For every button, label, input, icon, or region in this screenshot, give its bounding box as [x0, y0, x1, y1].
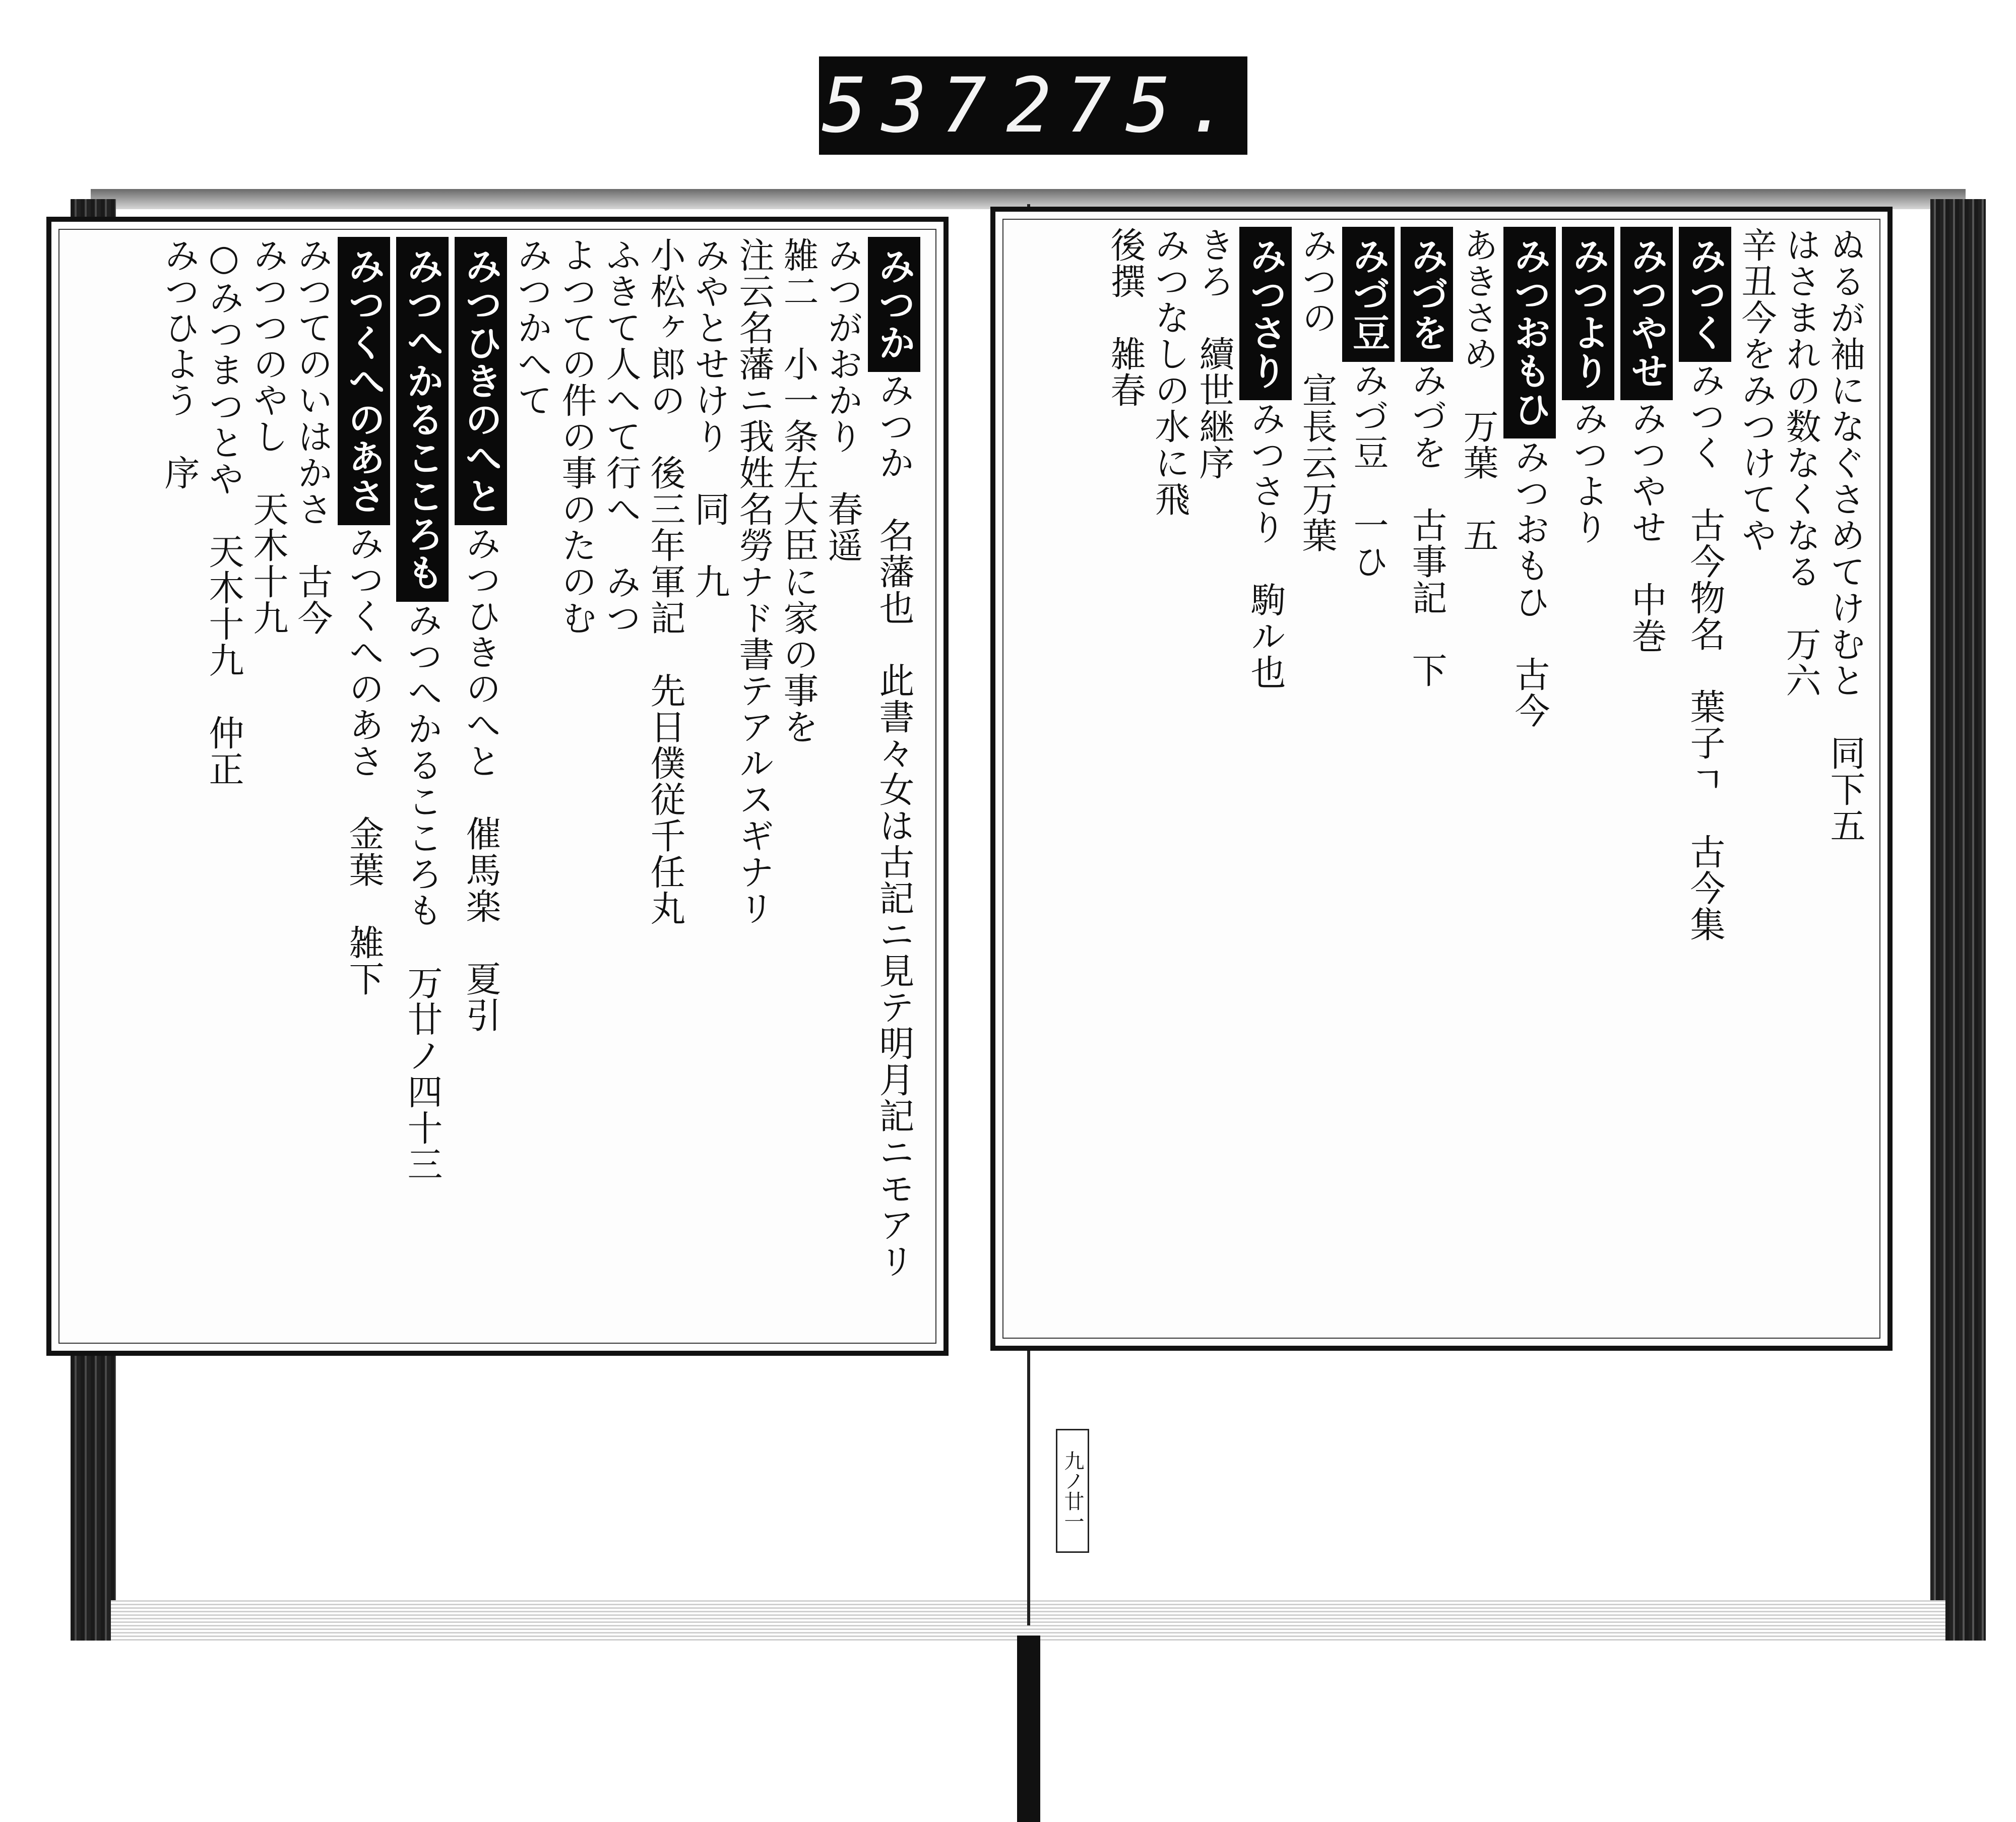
right-column: 後撰 雑春: [1105, 227, 1146, 408]
label-left-number: 537: [822, 61, 1001, 150]
headword: みつやせ: [1620, 227, 1673, 400]
left-column: 注云名藩ニ我姓名勞ナド書テアルスギナリ: [733, 237, 775, 926]
left-column: みつてのいはかさ 古今: [292, 237, 333, 636]
column-text: みつおもひ 古今: [1509, 438, 1550, 729]
right-column: [1236, 227, 1295, 1331]
headword: みつさり: [1239, 227, 1292, 400]
headword: みつく: [1679, 227, 1731, 362]
left-column: ○みつまつとや 天木十九 仲正: [203, 237, 244, 787]
column-text: みづを 古事記 下: [1406, 362, 1447, 688]
right-column: きろ 續世継序: [1193, 227, 1235, 481]
right-column: 辛丑今をみつけてや: [1736, 227, 1777, 553]
left-column: よつての件の事のたのむ: [556, 237, 597, 636]
headword: みつか: [868, 237, 920, 372]
headword: みづを: [1401, 227, 1453, 362]
left-column: 雑二 小一条左大臣に家の事を: [778, 237, 819, 745]
headword: みつひきのへと: [455, 237, 507, 525]
label-plate: [819, 56, 1247, 155]
right-column: はさまれの数なくなる 万六: [1780, 227, 1821, 699]
headword: みつへかるこころも: [396, 237, 449, 602]
left-page: [46, 217, 949, 1356]
column-text: みつさり 駒ル也: [1245, 400, 1286, 690]
left-column: [865, 237, 923, 1336]
right-column: [1676, 227, 1734, 1331]
column-text: みつより: [1567, 400, 1609, 545]
left-column: みやとせけり 同 九: [689, 237, 730, 600]
right-column: [1339, 227, 1398, 1331]
left-column: 小松ヶ郎の 後三年軍記 先日僕従千任丸: [645, 237, 686, 926]
headword: みづ豆: [1342, 227, 1395, 362]
headword: みつおもひ: [1503, 227, 1556, 438]
right-page-text: [1016, 227, 1867, 1331]
right-column: [1617, 227, 1676, 1331]
right-page: [990, 207, 1893, 1351]
gutter-tab: [1017, 1636, 1040, 1822]
headword: みつより: [1562, 227, 1614, 400]
page-number-marker: 九ノ廿一: [1056, 1429, 1089, 1553]
column-text: みつやせ 中巻: [1626, 400, 1667, 654]
right-column: みつの 宣長云万葉: [1296, 227, 1338, 553]
right-column: [1559, 227, 1617, 1331]
left-column: ふきて人へて行へ みつ: [600, 237, 642, 636]
left-column: みつつのやし 天木十九: [247, 237, 289, 636]
left-column: みつがおかり 春遥: [822, 237, 863, 563]
left-column: みつひよう 序: [159, 237, 200, 491]
left-column: [452, 237, 510, 1336]
label-right-number: 275.: [1006, 61, 1245, 150]
headword: みつくへのあさ: [338, 237, 390, 525]
right-column: [1398, 227, 1456, 1331]
right-column: ぬるが袖になぐさめてけむと 同下五: [1824, 227, 1866, 844]
left-page-text: [72, 237, 923, 1336]
column-text: みつへかるこころも 万廿ノ四十三: [402, 602, 443, 1182]
column-text: みづ豆 一ひ: [1348, 362, 1389, 580]
column-text: みつくへのあさ 金葉 雑下: [343, 525, 385, 997]
column-text: みつひきのへと 催馬楽 夏引: [460, 525, 501, 1033]
column-text: みつく 古今物名 葉子ㄱ 古今集: [1684, 362, 1726, 943]
right-spine: [1930, 199, 1986, 1641]
left-column: [393, 237, 452, 1336]
left-column: みつかへて: [512, 237, 553, 418]
column-text: みつか 名藩也 此書々女は古記ニ見テ明月記ニモアリ: [873, 372, 915, 1279]
right-column: [1500, 227, 1559, 1331]
right-column: あきさめ 万葉 五: [1458, 227, 1499, 553]
left-column: [335, 237, 393, 1336]
right-column: みつなしの水に飛: [1149, 227, 1190, 517]
